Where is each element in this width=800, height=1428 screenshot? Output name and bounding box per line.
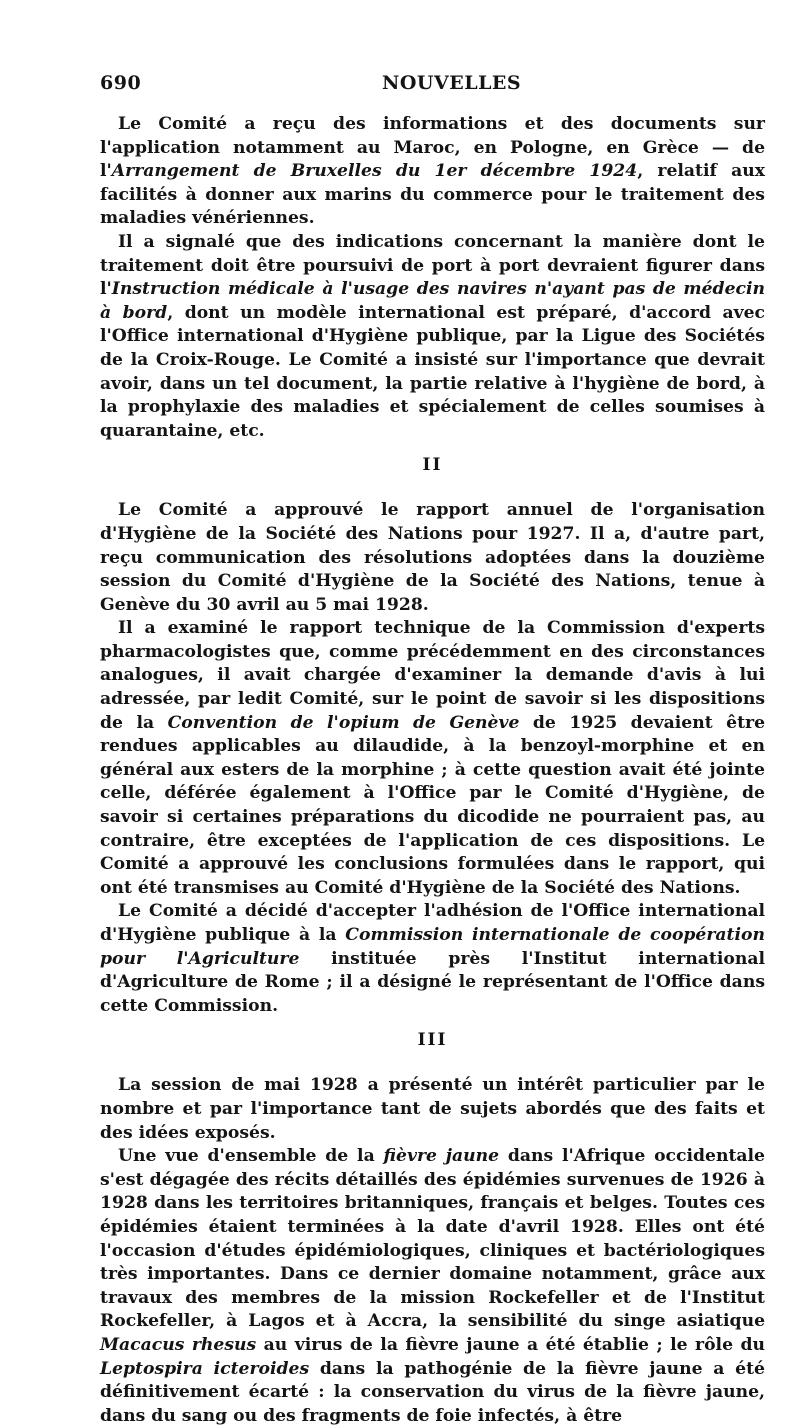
paragraph-s3-p2 [100, 1145, 765, 1428]
italic-title: Arrangement de Bruxelles du 1er décembre 1924 [111, 161, 638, 182]
paragraph-s2-p3 [100, 900, 765, 1018]
text-run: Il a signalé que des indications concernant la manière dont le traitement doit être poursuivi de port à port devraient figurer dans l' [100, 231, 765, 300]
paragraph-s1-p1 [100, 113, 765, 231]
text-run: dans la pathogénie de la fièvre jaune a été définitivement écarté : la conservation du virus de la fièvre jaune, dans du sang ou des fragments de foie infectés, à être [100, 1358, 765, 1426]
section-gap [100, 477, 765, 499]
running-title: NOUVELLES [382, 72, 522, 94]
section-number-2: II [422, 455, 443, 476]
text-run: Le Comité a reçu des informations et des documents sur l'application notamment au Maroc, en Pologne, en Grèce — de l' [100, 114, 765, 182]
paragraph-s3-p1: La session de mai 1928 a présenté un intérêt particulier par le nombre et par l'importance tant de sujets abordés que des faits et des idées exposés. [100, 1075, 765, 1143]
body-text [100, 113, 765, 1428]
page-header [100, 72, 750, 102]
italic-title: Instruction médicale à l'usage des navires n'ayant pas de médecin à bord [100, 279, 765, 323]
text-run: Le Comité a décidé d'accepter l'adhésion de l'Office international d'Hygiène publique à la [100, 901, 765, 945]
italic-term: fièvre jaune [383, 1146, 500, 1167]
italic-title: Convention de l'opium de Genève [167, 712, 520, 733]
text-run: au virus de la fièvre jaune a été établie ; le rôle du [256, 1334, 765, 1355]
text-run: Une vue d'ensemble de la [118, 1146, 384, 1167]
section-gap [100, 1052, 765, 1074]
paragraph-s2-p2 [100, 617, 765, 900]
page-number: 690 [100, 72, 142, 94]
text-run: Il a examiné le rapport technique de la Commission d'experts pharmacologistes que, comme précédemment en des circonstances analogues, il avait chargée d'examiner la demande d'avis à lui adressée, par ledit Comité, sur le point de savoir si les dispositions de la [100, 618, 765, 733]
paragraph-s1-p2 [100, 231, 765, 443]
text-run: dans l'Afrique occidentale s'est dégagée des récits détaillés des épidémies survenues de 1926 à 1928 dans les territoires britanniques, français et belges. Toutes ces épidémies étaient terminées à la date d'avril 1928. Elles ont été l'occasion d'études épidémiologiques, cliniques et bactériologiques très importantes. Dans ce dernier domaine notamment, grâce aux travaux des membres de la mission Rockefeller et de l'Institut Rockefeller, à Lagos et à Accra, la sensibilité du singe asiatique [100, 1146, 765, 1332]
italic-title: Commission internationale de coopération pour l'Agriculture [100, 925, 765, 969]
text-run: , relatif aux facilités à donner aux marins du commerce pour le traitement des maladies vénériennes. [100, 161, 765, 229]
text-run: , dont un modèle international est préparé, d'accord avec l'Office international d'Hygiène publique, par la Ligue des Sociétés de la Croix-Rouge. Le Comité a insisté sur l'importance que devrait avoir, dans un tel document, la partie relative à l'hygiène de bord, à la prophylaxie des maladies et spécialement de celles soumises à quarantaine, etc. [100, 302, 765, 441]
text-run: de 1925 devaient être rendues applicables au dilaudide, à la benzoyl-morphine et en général aux esters de la morphine ; à cette question avait été jointe celle, déférée également à l'Office par le Comité d'Hygiène, de savoir si certaines préparations du dicodide ne pourraient pas, au contraire, être exceptées de l'application de ces dispositions. Le Comité a approuvé les conclusions formulées dans le rapport, qui ont été transmises au Comité d'Hygiène de la Société des Nations. [100, 712, 766, 898]
text-run: instituée près l'Institut international d'Agriculture de Rome ; il a désigné le représentant de l'Office dans cette Commission. [100, 948, 765, 1016]
paragraph-s2-p1: Le Comité a approuvé le rapport annuel de l'organisation d'Hygiène de la Société des Nations pour 1927. Il a, d'autre part, reçu communication des résolutions adoptées dans la douzième session du Comité d'Hygiène de la Société des Nations, tenue à Genève du 30 avril au 5 mai 1928. [100, 500, 765, 615]
section-number-3: III [417, 1030, 448, 1051]
italic-species: Leptospira icteroides [100, 1358, 310, 1379]
italic-species: Macacus rhesus [100, 1334, 257, 1355]
